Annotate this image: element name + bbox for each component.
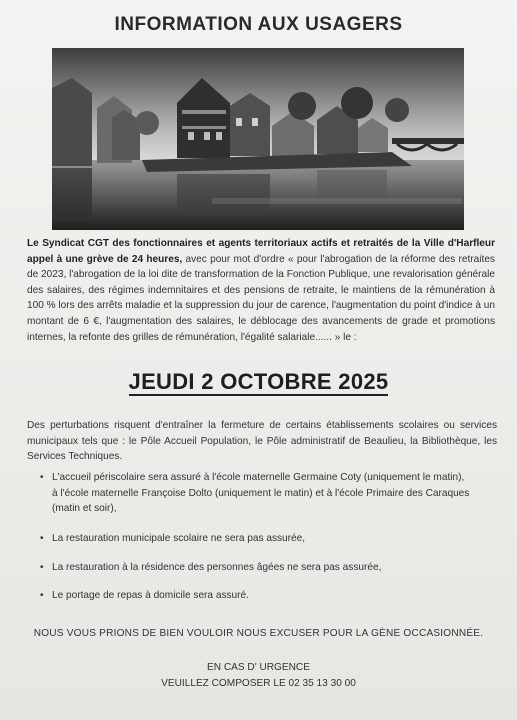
intro-bold-text: Le Syndicat CGT des fonctionnaires et agents territoriaux actifs et retraités de la Ville d'Harfleur appel à une grève de 24 heures, bbox=[27, 238, 495, 265]
bullet-icon: • bbox=[40, 532, 44, 544]
emergency-contact bbox=[0, 660, 517, 691]
list-item-text: La restauration à la résidence des personnes âgées ne sera pas assurée, bbox=[52, 562, 382, 574]
bullet-icon: • bbox=[40, 472, 44, 483]
photo-illustration bbox=[52, 48, 464, 230]
list-item bbox=[40, 531, 500, 547]
list-item bbox=[40, 560, 500, 576]
apology-notice: NOUS VOUS PRIONS DE BIEN VOULOIR NOUS EXCUSER POUR LA GÈNE OCCASIONNÉE. bbox=[33, 628, 484, 639]
services-list bbox=[40, 470, 500, 604]
page-title: INFORMATION AUX USAGERS bbox=[114, 14, 403, 35]
emergency-heading: EN CAS D' URGENCE bbox=[207, 662, 310, 673]
bullet-icon: • bbox=[40, 562, 44, 574]
strike-date: JEUDI 2 OCTOBRE 2025 bbox=[128, 369, 389, 394]
emergency-phone: VEUILLEZ COMPOSER LE 02 35 13 30 00 bbox=[161, 677, 356, 689]
perturbations-paragraph: Des perturbations risquent d'entraîner la fermeture de certains établissements scolaires ou services municipaux tels que : le Pôle Accueil Population, le Pôle administratif de Beaulieu, la Bibliothèque, les Services Techniques. bbox=[27, 420, 497, 463]
river-town-photo bbox=[52, 48, 464, 230]
list-item-line: à l'école maternelle Françoise Dolto (uniquement le matin) et à l'école Primaire des Caraques bbox=[52, 487, 470, 499]
list-item bbox=[40, 588, 500, 604]
list-item-text: Le portage de repas à domicile sera assuré. bbox=[52, 589, 249, 601]
list-item bbox=[40, 470, 500, 517]
list-item-line: (matin et soir), bbox=[52, 503, 117, 515]
list-item-text: La restauration municipale scolaire ne sera pas assurée, bbox=[52, 532, 306, 544]
list-item-line: L'accueil périscolaire sera assuré à l'école maternelle Germaine Coty (uniquement le matin), bbox=[52, 472, 465, 483]
bullet-icon: • bbox=[40, 589, 44, 601]
intro-text: avec pour mot d'ordre « pour l'abrogation de la réforme des retraites de 2023, l'abrogation de la loi dite de transformation de la Fonction Publique, une revalorisation générale des salaires, des régimes indemnitaires et des pensions de retraite, le maintiens de la rémunération à 100 % lors des arrêts maladie et la suppression du jour de carence, l'augmentation du point d'indice à un montant de 6 €, l'augmentation des salaires, le déblocage des avancements de grade et promotions internes, la refonte des grilles de rémunération, l'égalité salariale...... » le : bbox=[27, 253, 495, 343]
strike-date-heading bbox=[0, 369, 517, 395]
intro-paragraph bbox=[27, 236, 495, 345]
